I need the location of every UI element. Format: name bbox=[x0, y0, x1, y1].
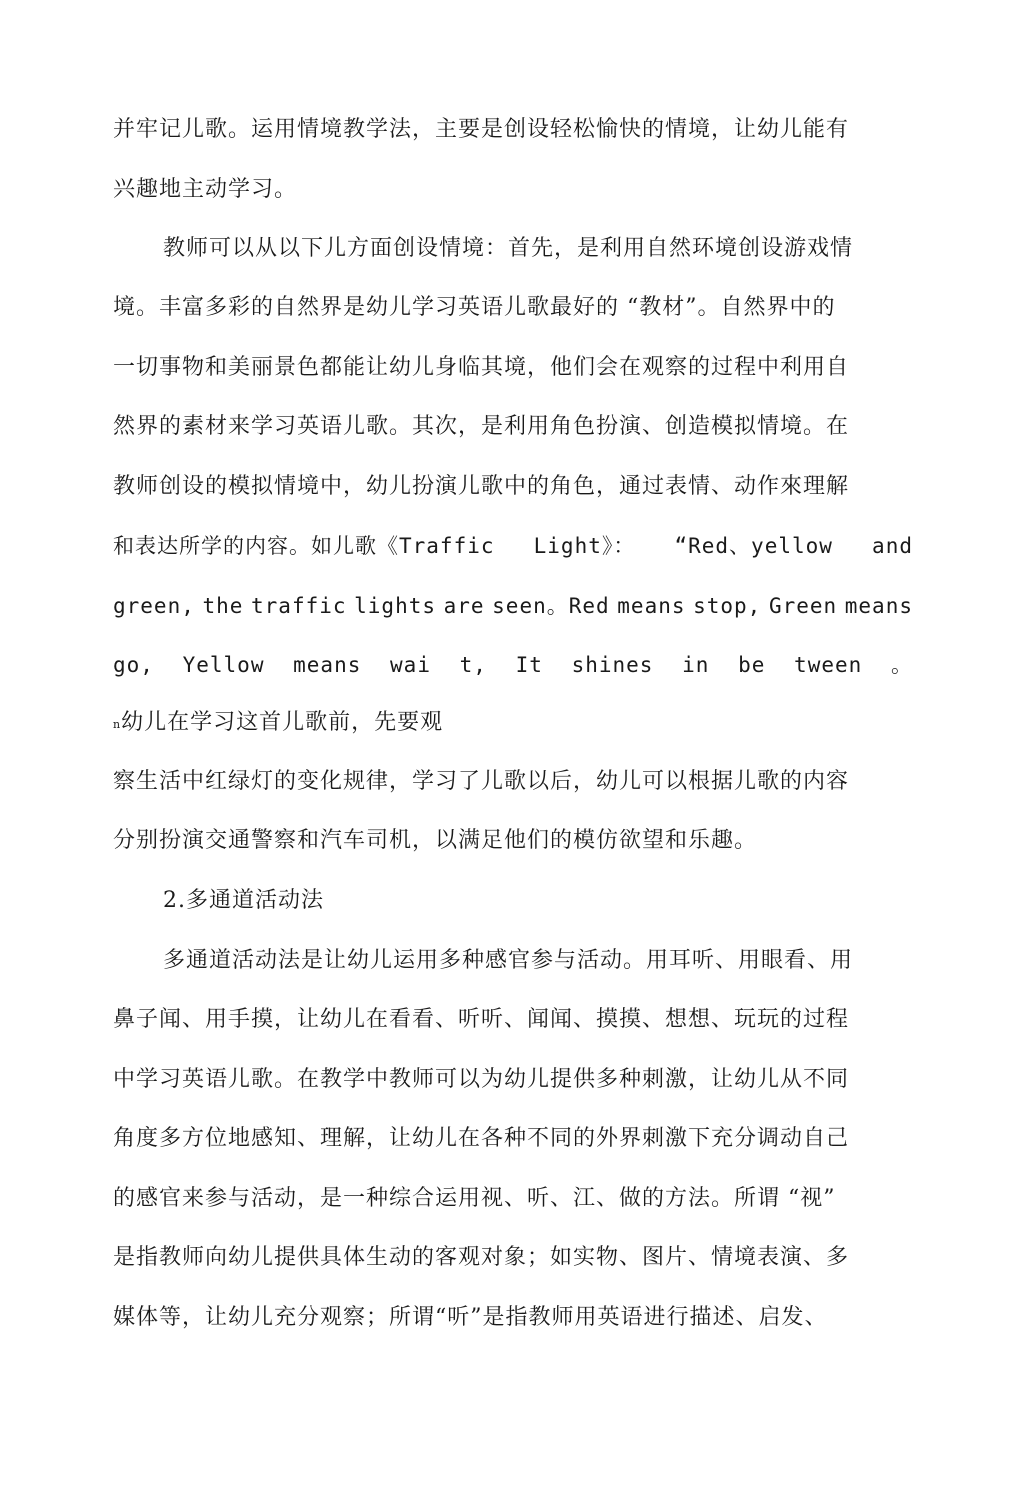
word: stop, bbox=[693, 594, 762, 618]
paragraph-line bbox=[113, 708, 443, 738]
word: Yellow bbox=[182, 653, 265, 677]
word: green, bbox=[113, 594, 195, 618]
word: in bbox=[682, 653, 710, 677]
paragraph-line: 媒体等，让幼儿充分观察；所谓“听”是指教师用英语进行描述、启发、 bbox=[113, 1305, 828, 1330]
paragraph-line: 然界的素材来学习英语儿歌。其次，是利用角色扮演、创造模拟情境。在 bbox=[113, 414, 850, 439]
paragraph-line: 是指教师向幼儿提供具体生动的客观对象；如实物、图片、情境表演、多 bbox=[113, 1245, 850, 1270]
word: go, bbox=[113, 653, 154, 677]
word: Light》： bbox=[533, 534, 636, 558]
word: 和表达所学的内容。如儿歌《Traffic bbox=[113, 534, 495, 558]
paragraph-line-english bbox=[113, 591, 913, 621]
word: shines bbox=[571, 653, 654, 677]
paragraph-line: 的感官来参与活动，是一种综合运用视、听、江、做的方法。所谓 “视” bbox=[113, 1186, 836, 1211]
paragraph-line: 分别扮演交通警察和汽车司机，以满足他们的模仿欲望和乐趣。 bbox=[113, 828, 758, 853]
paragraph-line: 角度多方位地感知、理解，让幼儿在各种不同的外界刺激下充分调动自己 bbox=[113, 1126, 850, 1151]
paragraph-line: 境。丰富多彩的自然界是幼儿学习英语儿歌最好的 “教材”。自然界中的 bbox=[113, 295, 836, 320]
word: tween bbox=[794, 653, 863, 677]
word: wai bbox=[390, 653, 431, 677]
word: the bbox=[202, 594, 244, 618]
paragraph-line: 兴趣地主动学习。 bbox=[113, 177, 298, 202]
word: Green bbox=[768, 594, 838, 618]
paragraph-line: 教师可以从以下儿方面创设情境：首先，是利用自然环境创设游戏情 bbox=[163, 236, 854, 261]
word: be bbox=[738, 653, 766, 677]
punctuation: 。 bbox=[890, 653, 913, 677]
word: “Red、yellow bbox=[674, 534, 833, 558]
paragraph-line: 鼻子闻、用手摸，让幼儿在看看、听听、闻闻、摸摸、想想、玩玩的过程 bbox=[113, 1007, 850, 1032]
paragraph-line: 察生活中红绿灯的变化规律，学习了儿歌以后，幼儿可以根据儿歌的内容 bbox=[113, 769, 850, 794]
word: lights bbox=[354, 594, 436, 618]
word: t, bbox=[459, 653, 487, 677]
word: means bbox=[617, 594, 686, 618]
paragraph-line: 中学习英语儿歌。在教学中教师可以为幼儿提供多种刺激，让幼儿从不同 bbox=[113, 1067, 850, 1092]
word: means bbox=[844, 594, 913, 618]
section-heading: 2.多通道活动法 bbox=[163, 888, 324, 913]
word: means bbox=[293, 653, 362, 677]
word: are bbox=[443, 594, 485, 618]
word: traffic bbox=[251, 594, 347, 618]
paragraph-line-mixed bbox=[113, 531, 913, 561]
paragraph-line: 多通道活动法是让幼儿运用多种感官参与活动。用耳听、用眼看、用 bbox=[163, 948, 854, 973]
paragraph-line: 一切事物和美丽景色都能让幼儿身临其境，他们会在观察的过程中利用自 bbox=[113, 355, 850, 380]
paragraph-line-english bbox=[113, 650, 913, 680]
line-text: 幼儿在学习这首儿歌前，先要观 bbox=[121, 710, 444, 735]
paragraph-line: 并牢记儿歌。运用情境教学法，主要是创设轻松愉快的情境，让幼儿能有 bbox=[113, 117, 850, 142]
word: It bbox=[515, 653, 543, 677]
word: and bbox=[872, 534, 913, 558]
paragraph-line: 教师创设的模拟情境中，幼儿扮演儿歌中的角色，通过表情、动作來理解 bbox=[113, 474, 850, 499]
word: seen。Red bbox=[492, 594, 610, 618]
stray-mark: n bbox=[113, 718, 122, 731]
